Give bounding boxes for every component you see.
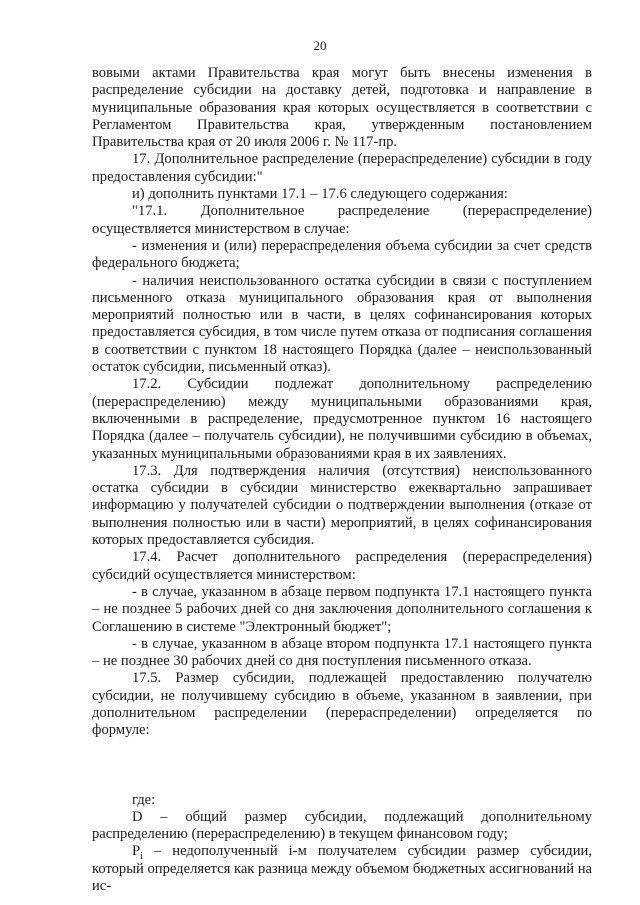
paragraph-17-2: 17.2. Субсидии подлежат дополнительному распределению (перераспределению) между муниципальными образованиями края, включенными в распределение, предусмотренное пунктом 16 настоящего Порядка (далее – получатель субсидии), не получившими субсидию в объемах, указанных муниципальными образованиями края в их заявлениях. bbox=[92, 376, 592, 462]
symbol-p: P bbox=[132, 843, 141, 860]
paragraph-definition-pi bbox=[92, 843, 592, 895]
page-number: 20 bbox=[313, 38, 327, 53]
paragraph-17-3: 17.3. Для подтверждения наличия (отсутствия) неиспользованного остатка субсидии в субсидии министерство ежеквартально запрашивает информацию у получателей субсидии о подтверждении выполнения (отказе от выполнения полностью или в части) мероприятий, в целях софинансирования которых предоставляется субсидия. bbox=[92, 462, 592, 549]
paragraph-17-1: "17.1. Дополнительное распределение (перераспределение) осуществляется министерством в случае: bbox=[92, 203, 592, 237]
paragraph-17-1-bullet-2: - наличия неиспользованного остатка субсидии в связи с поступлением письменного отказа муниципального образования края от выполнения мероприятий полностью или в части, в целях софинансирования которых предоставляется субсидия, в том числе путем отказа от подписания соглашения в соответствии с пунктом 18 настоящего Порядка (далее – неиспользованный остаток субсидии, письменный отказ). bbox=[92, 272, 592, 376]
paragraph-17-5: 17.5. Размер субсидии, подлежащей предоставлению получателю субсидии, не получившему субсидию в объеме, указанном в заявлении, при дополнительном распределении (перераспределении) определяется по формуле: bbox=[92, 670, 592, 739]
formula-area bbox=[92, 740, 592, 792]
paragraph-17-4: 17.4. Расчет дополнительного распределения (перераспределения) субсидий осуществляется министерством: bbox=[92, 549, 592, 583]
paragraph-17-4-bullet-2: - в случае, указанном в абзаце втором подпункта 17.1 настоящего пункта – не позднее 30 рабочих дней со дня поступления письменного отказа. bbox=[92, 635, 592, 670]
symbol-subscript-i: i bbox=[140, 851, 143, 863]
paragraph-continuation: вовыми актами Правительства края могут быть внесены изменения в распределение субсидии на доставку детей, подготовка и направление в муниципальные образования края которых осуществляется в соответствии с Регламентом Правительства края, утвержденным постановлением Правительства края от 20 июля 2006 г. № 117-пр. bbox=[92, 65, 592, 151]
paragraph-17-1-bullet-1: - изменения и (или) перераспределения объема субсидии за счет средств федерального бюджета; bbox=[92, 237, 592, 272]
paragraph-where: где: bbox=[132, 791, 156, 808]
paragraph-definition-d: D – общий размер субсидии, подлежащий дополнительному распределению (перераспределению) в текущем финансовом году; bbox=[92, 808, 592, 843]
definition-pi-text: – недополученный i-м получателем субсидии размер субсидии, который определяется как разница между объемом бюджетных ассигнований на ис- bbox=[92, 843, 593, 895]
paragraph-item-17: 17. Дополнительное распределение (перераспределение) субсидии в году предоставления субсидии:" bbox=[92, 151, 592, 185]
paragraph-item-i: и) дополнить пунктами 17.1 – 17.6 следующего содержания: bbox=[132, 186, 508, 203]
paragraph-17-4-bullet-1: - в случае, указанном в абзаце первом подпункта 17.1 настоящего пункта – не позднее 5 рабочих дней со дня заключения дополнительного соглашения к Соглашению в системе "Электронный бюджет"; bbox=[92, 583, 592, 635]
document-body bbox=[92, 65, 592, 895]
